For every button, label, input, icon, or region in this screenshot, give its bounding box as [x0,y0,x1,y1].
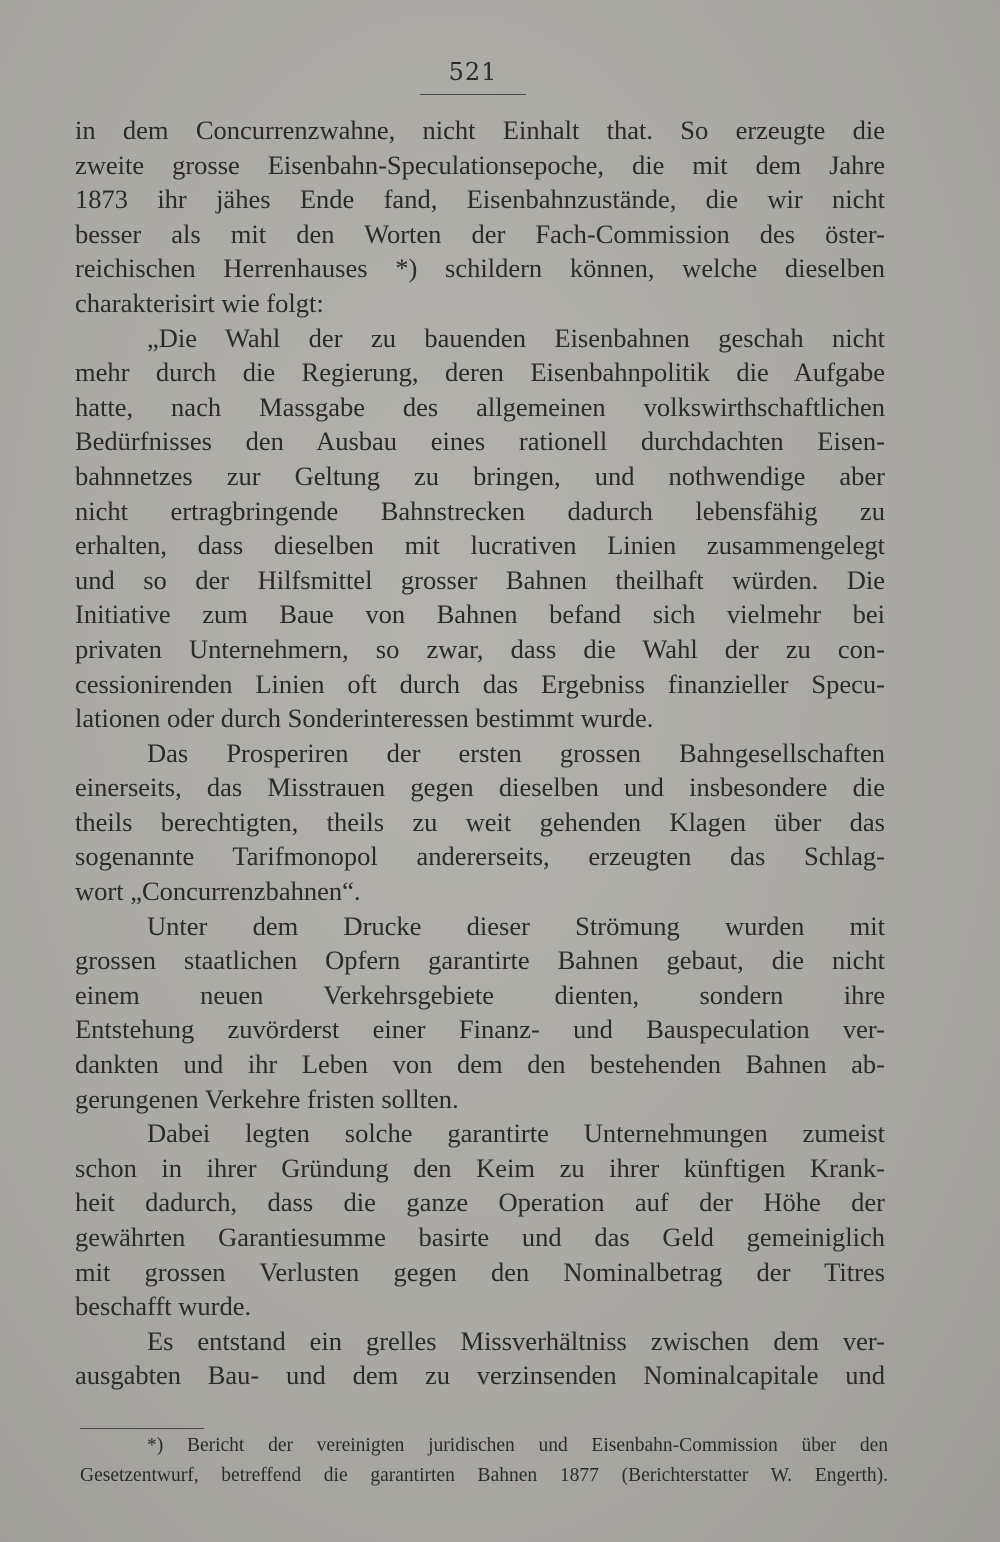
text-line: beschafft wurde. [75,1291,252,1322]
text-line: charakterisirt wie folgt: [75,287,324,318]
text-line: Bedürfnisses den Ausbau eines rationell durchdachten Eisen- [75,426,885,457]
body-text [75,113,885,1393]
text-line: mit grossen Verlusten gegen den Nominalbetrag der Titres [75,1256,885,1287]
page-number: 521 [448,58,498,86]
text-line: Initiative zum Baue von Bahnen befand sich vielmehr bei [75,599,885,630]
footnote-rule [80,1428,204,1429]
text-line: wort „Concurrenzbahnen“. [75,876,361,907]
text-line: und so der Hilfsmittel grosser Bahnen theilhaft würden. Die [75,564,885,595]
footnote [80,1431,888,1491]
text-line: erhalten, dass dieselben mit lucrativen Linien zusammengelegt [75,530,885,561]
text-line: „Die Wahl der zu bauenden Eisenbahnen geschah nicht [147,322,885,353]
text-line: bahnnetzes zur Geltung zu bringen, und nothwendige aber [75,460,885,491]
text-line: einerseits, das Misstrauen gegen dieselben und insbesondere die [75,772,885,803]
text-line: besser als mit den Worten der Fach-Commission des öster- [75,218,885,249]
text-line: nicht ertragbringende Bahnstrecken dadurch lebensfähig zu [75,495,885,526]
text-line: mehr durch die Regierung, deren Eisenbahnpolitik die Aufgabe [75,357,885,388]
text-line: heit dadurch, dass die ganze Operation auf der Höhe der [75,1187,885,1218]
text-line: theils berechtigten, theils zu weit gehenden Klagen über das [75,806,885,837]
text-line: zweite grosse Eisenbahn-Speculationsepoche, die mit dem Jahre [75,149,885,180]
footnote-line: *) Bericht der vereinigten juridischen und Eisenbahn-Commission über den [147,1435,888,1456]
text-line: ausgabten Bau- und dem zu verzinsenden Nominalcapitale und [75,1360,885,1391]
text-line: sogenannte Tarifmonopol andererseits, erzeugten das Schlag- [75,841,885,872]
text-line: in dem Concurrenzwahne, nicht Einhalt that. So erzeugte die [75,115,885,145]
text-line: reichischen Herrenhauses *) schildern können, welche dieselben [75,253,885,284]
text-line: Es entstand ein grelles Missverhältniss zwischen dem ver- [147,1325,885,1356]
text-line: einem neuen Verkehrsgebiete dienten, sondern ihre [75,979,885,1010]
text-line: lationen oder durch Sonderinteressen bestimmt wurde. [75,703,654,734]
page-number-rule [420,94,526,95]
text-line: gerungenen Verkehre fristen sollten. [75,1083,459,1114]
text-line: gewährten Garantiesumme basirte und das Geld gemeiniglich [75,1222,885,1252]
text-line: cessionirenden Linien oft durch das Ergebniss finanzieller Specu- [75,668,885,699]
text-line: privaten Unternehmern, so zwar, dass die Wahl der zu con- [75,633,885,664]
text-line: hatte, nach Massgabe des allgemeinen volkswirthschaftlichen [75,391,885,422]
text-line: grossen staatlichen Opfern garantirte Bahnen gebaut, die nicht [75,945,885,976]
text-line: dankten und ihr Leben von dem den bestehenden Bahnen ab- [75,1049,885,1080]
footnote-line: Gesetzentwurf, betreffend die garantirten Bahnen 1877 (Berichterstatter W. Engerth). [80,1465,888,1486]
text-line: Unter dem Drucke dieser Strömung wurden mit [147,910,885,941]
text-line: Dabei legten solche garantirte Unternehmungen zumeist [147,1118,885,1149]
text-line: Entstehung zuvörderst einer Finanz- und Bauspeculation ver- [75,1014,885,1045]
text-line: schon in ihrer Gründung den Keim zu ihrer künftigen Krank- [75,1152,885,1183]
text-line: 1873 ihr jähes Ende fand, Eisenbahnzustände, die wir nicht [75,184,885,215]
text-line: Das Prosperiren der ersten grossen Bahngesellschaften [147,737,885,768]
